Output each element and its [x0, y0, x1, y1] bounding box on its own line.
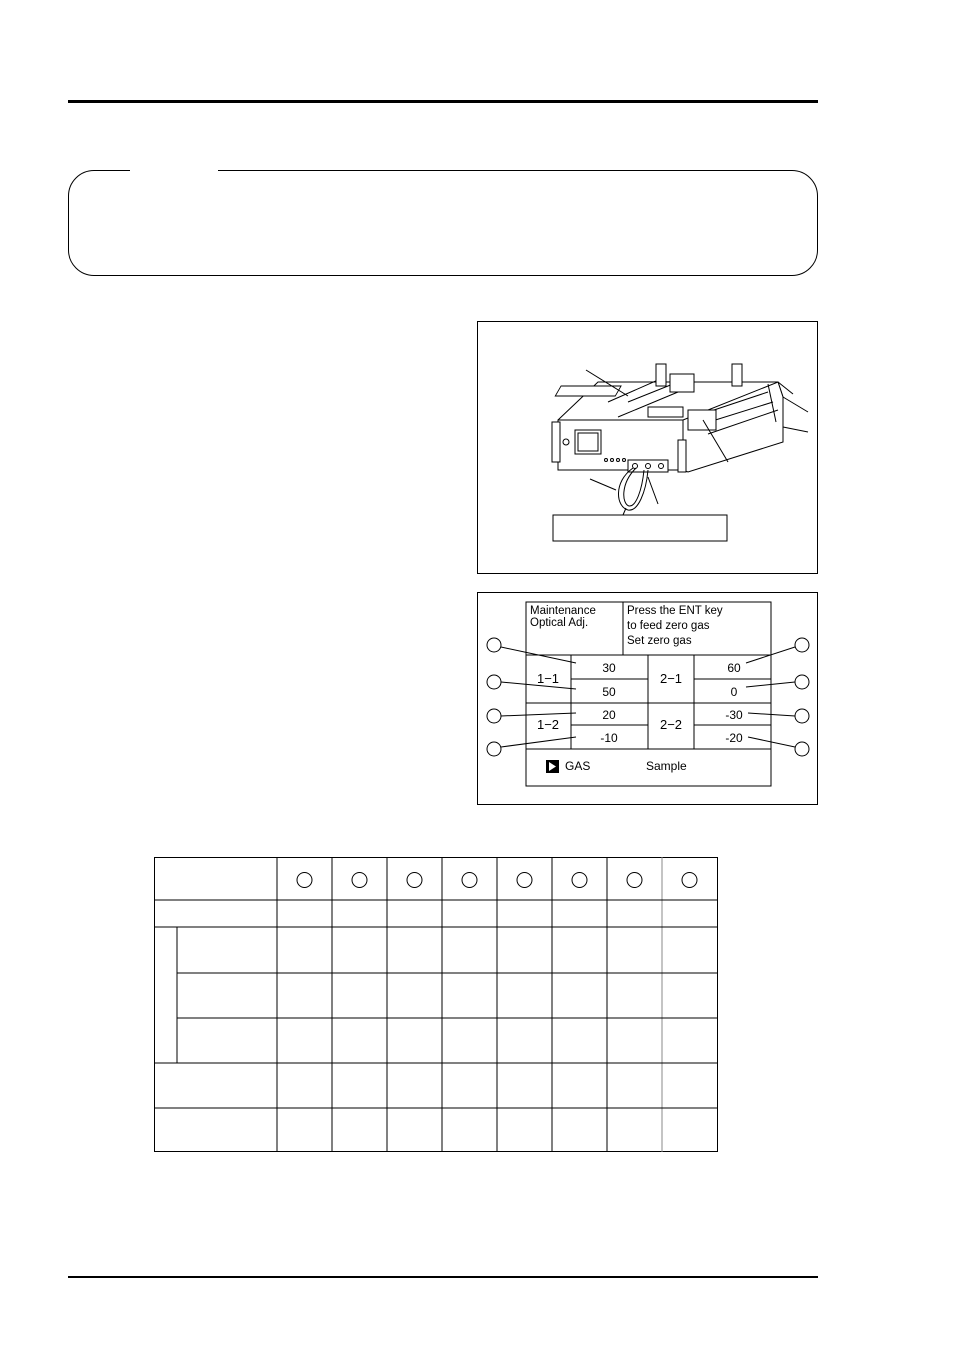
footer-rule: [68, 1276, 818, 1278]
screen-instruction-line-2: to feed zero gas: [627, 620, 710, 632]
column-marker-4: [462, 873, 477, 888]
value-1-1-bottom: 50: [602, 685, 616, 699]
column-marker-8: [682, 873, 697, 888]
channel-label-1-2: 1−2: [536, 717, 560, 732]
screen-title-line-2: Optical Adj.: [530, 617, 589, 629]
note-box: [68, 170, 818, 276]
illustration-callout-box: [553, 515, 727, 541]
value-1-2-bottom: -10: [600, 731, 618, 745]
note-box-title-gap: [130, 166, 218, 174]
channel-label-2-1: 2−1: [659, 671, 683, 686]
analyzer-unit-drawing: [478, 322, 819, 575]
footer-gas-label: GAS: [565, 759, 591, 773]
value-2-1-top: 60: [727, 661, 741, 675]
record-table: [154, 857, 719, 1153]
lcd-screen-figure: [477, 592, 818, 805]
screen-instruction-line-1: Press the ENT key: [627, 605, 723, 617]
screen-title-line-1: Maintenance: [530, 605, 596, 617]
screen-instruction-line-3: Set zero gas: [627, 635, 692, 647]
analyzer-illustration-figure: [477, 321, 818, 574]
value-2-1-bottom: 0: [730, 685, 738, 699]
channel-label-1-1: 1−1: [536, 671, 560, 686]
column-marker-1: [297, 873, 312, 888]
column-marker-7: [627, 873, 642, 888]
column-marker-2: [352, 873, 367, 888]
value-1-1-top: 30: [602, 661, 616, 675]
column-marker-3: [407, 873, 422, 888]
column-marker-6: [572, 873, 587, 888]
footer-mode-label: Sample: [646, 759, 687, 773]
column-marker-5: [517, 873, 532, 888]
channel-label-2-2: 2−2: [659, 717, 683, 732]
value-2-2-top: -30: [725, 708, 743, 722]
value-2-2-bottom: -20: [725, 731, 743, 745]
lcd-screen-drawing: [478, 593, 819, 806]
header-rule: [68, 100, 818, 103]
value-1-2-top: 20: [602, 708, 616, 722]
